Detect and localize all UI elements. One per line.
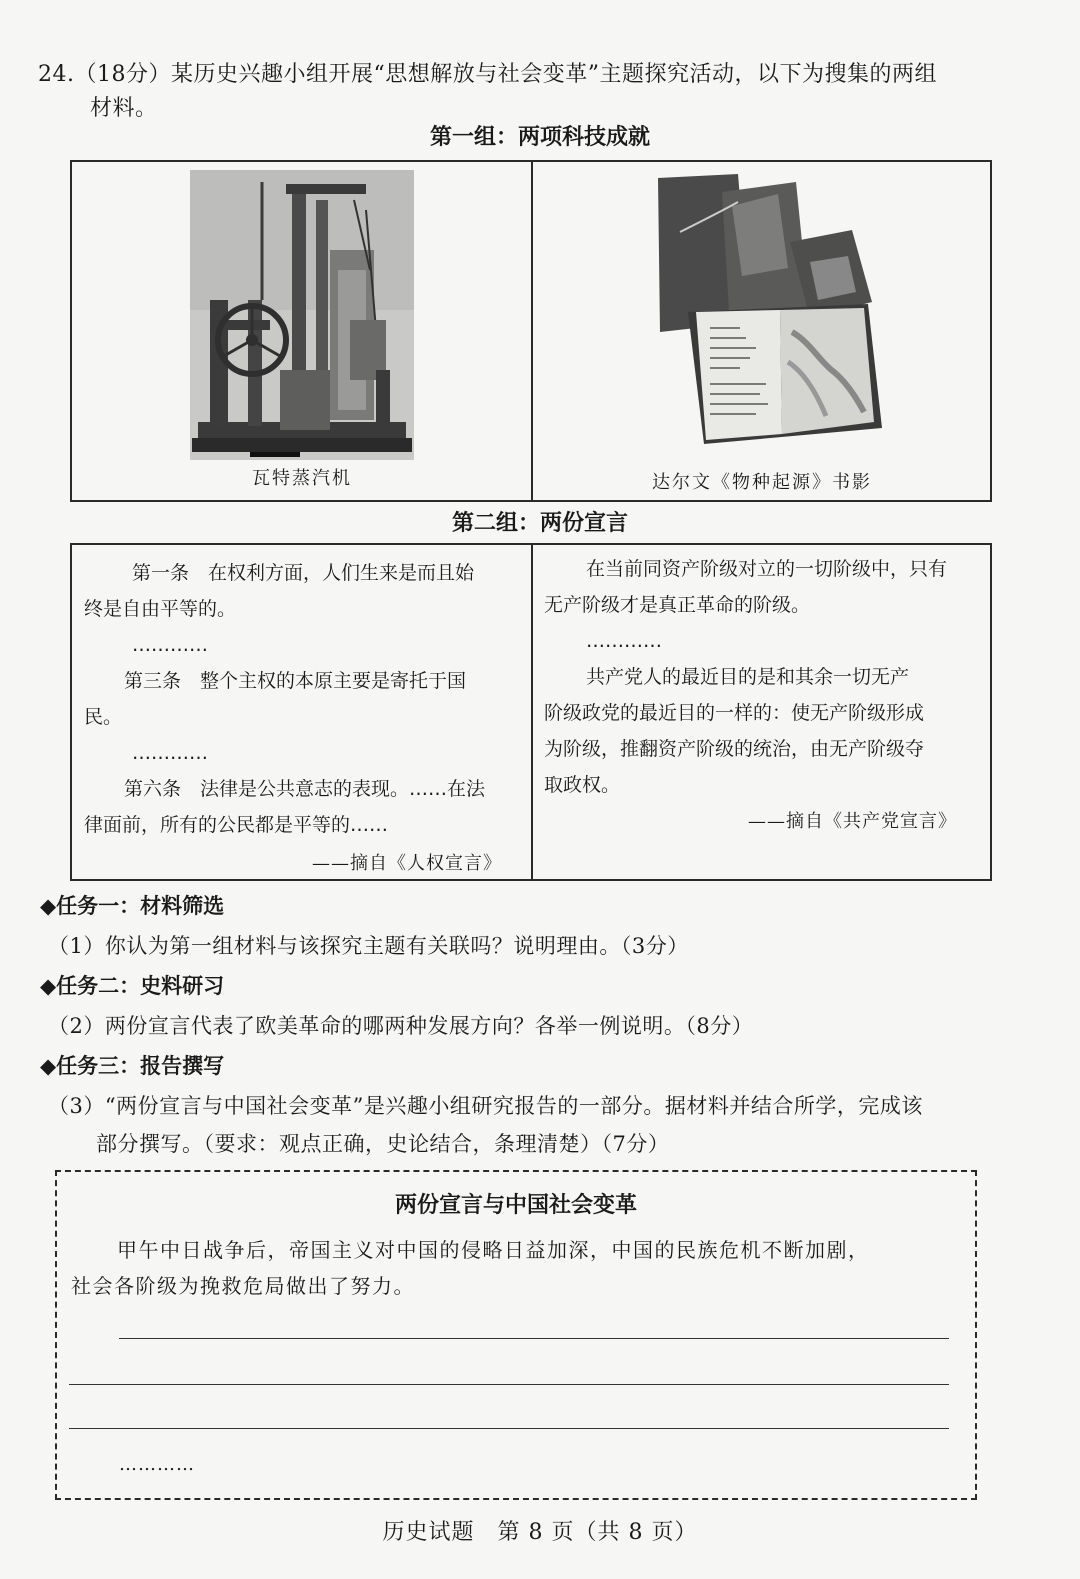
- communist-manifesto-excerpt: [544, 551, 984, 803]
- manifesto-para2-line4: 取政权。: [544, 774, 621, 796]
- group1-title: 第一组：两项科技成就: [429, 125, 650, 150]
- article-1-line2: 终是自由平等的。: [84, 598, 237, 620]
- report-intro: [71, 1232, 961, 1304]
- task-3-question: （3）“两份宣言与中国社会变革”是兴趣小组研究报告的一部分。据材料并结合所学，完成该: [48, 1094, 923, 1118]
- task-1-question: （1）你认为第一组材料与该探究主题有关联吗？说明理由。（3分）: [48, 934, 689, 958]
- question-stem-line1: （18分）某历史兴趣小组开展“思想解放与社会变革”主题探究活动，以下为搜集的两组: [74, 62, 937, 87]
- manifesto-para1-line1: 在当前同资产阶级对立的一切阶级中，只有: [586, 558, 948, 580]
- article-3-line1: 第三条 整个主权的本原主要是寄托于国: [124, 670, 467, 692]
- ellipsis-1: …………: [132, 634, 208, 656]
- watt-steam-engine-image: [190, 170, 414, 460]
- table-divider: [531, 545, 533, 879]
- group1-image-table: [70, 160, 992, 502]
- article-6-line2: 律面前，所有的公民都是平等的……: [84, 814, 389, 836]
- question-number: 24.: [38, 62, 75, 87]
- report-intro-line1: 甲午中日战争后，帝国主义对中国的侵略日益加深，中国的民族危机不断加剧，: [117, 1238, 870, 1262]
- ellipsis-2: …………: [132, 742, 208, 764]
- group2-declaration-table: [70, 543, 992, 881]
- manifesto-para2-line3: 为阶级，推翻资产阶级的统治，由无产阶级夺: [544, 738, 925, 760]
- table-divider: [531, 162, 533, 500]
- answer-line-3[interactable]: [69, 1428, 949, 1429]
- article-1-line1: 第一条 在权利方面，人们生来是而且始: [132, 562, 475, 584]
- caption-origin-of-species: 达尔文《物种起源》书影: [652, 472, 872, 493]
- group2-title: 第二组：两份宣言: [451, 511, 628, 536]
- article-3-line2: 民。: [84, 706, 123, 728]
- source-communist-manifesto: ——摘自《共产党宣言》: [748, 811, 957, 832]
- report-ellipsis: …………: [119, 1454, 195, 1475]
- report-title: 两份宣言与中国社会变革: [394, 1193, 637, 1218]
- answer-line-1[interactable]: [119, 1338, 949, 1339]
- question-stem-line2: 材料。: [90, 96, 158, 121]
- manifesto-para2-line1: 共产党人的最近目的是和其余一切无产: [586, 666, 910, 688]
- origin-of-species-book-image: [620, 172, 904, 452]
- answer-line-2[interactable]: [69, 1384, 949, 1385]
- manifesto-para2-line2: 阶级政党的最近目的一样的：使无产阶级形成: [544, 702, 925, 724]
- manifesto-para1-line2: 无产阶级才是真正革命的阶级。: [544, 594, 811, 616]
- task-2-question: （2）两份宣言代表了欧美革命的哪两种发展方向？各举一例说明。（8分）: [48, 1014, 754, 1038]
- question-stem: [38, 58, 1038, 126]
- article-6-line1: 第六条 法律是公共意志的表现。……在法: [124, 778, 486, 800]
- task-1-title: ◆任务一：材料筛选: [40, 894, 225, 918]
- report-writing-box: [55, 1170, 977, 1500]
- task-2-title: ◆任务二：史料研习: [40, 974, 225, 998]
- page-footer: 历史试题 第 8 页（共 8 页）: [382, 1520, 698, 1545]
- ellipsis-1: …………: [586, 630, 662, 652]
- report-intro-line2: 社会各阶级为挽救危局做出了努力。: [71, 1274, 415, 1298]
- caption-steam-engine: 瓦特蒸汽机: [252, 468, 352, 489]
- rights-of-man-excerpt: [84, 555, 524, 843]
- source-rights-of-man: ——摘自《人权宣言》: [312, 853, 502, 874]
- task-3-title: ◆任务三：报告撰写: [40, 1054, 225, 1078]
- task-3-question-cont: 部分撰写。（要求：观点正确，史论结合，条理清楚）（7分）: [96, 1132, 670, 1156]
